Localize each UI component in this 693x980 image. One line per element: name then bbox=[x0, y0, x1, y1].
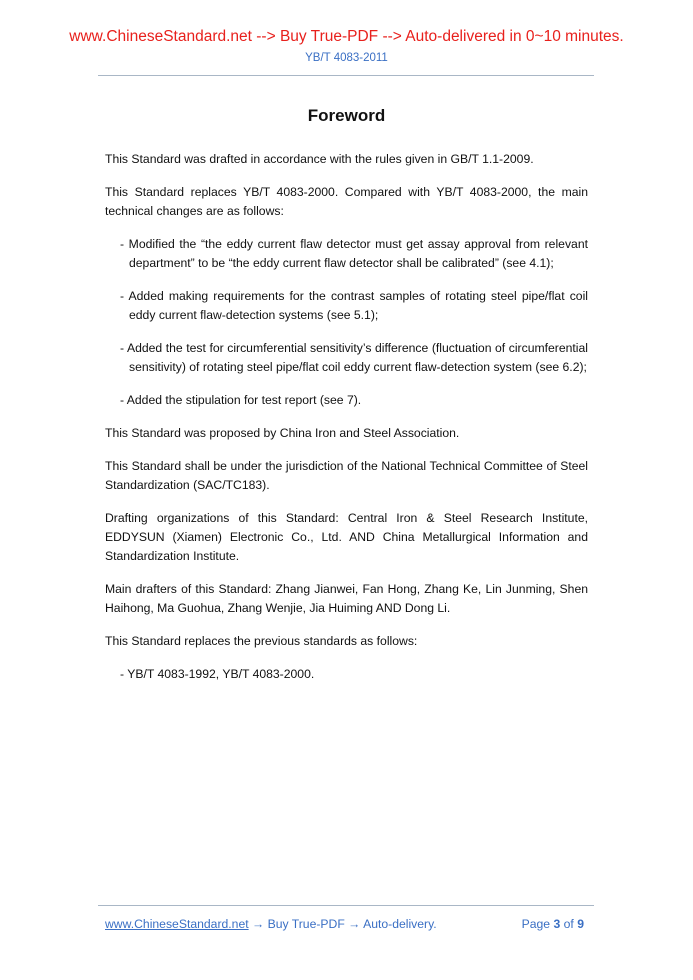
paragraph: This Standard was proposed by China Iron and Steel Association. bbox=[105, 426, 460, 440]
footer-divider bbox=[98, 905, 594, 906]
page-current: 3 bbox=[553, 917, 561, 931]
paragraph: This Standard replaces YB/T 4083-2000. Compared with YB/T 4083-2000, the main technical changes are as follows: bbox=[105, 185, 588, 218]
document-body bbox=[105, 150, 588, 698]
page-of: of bbox=[563, 917, 574, 931]
paragraph: This Standard was drafted in accordance with the rules given in GB/T 1.1-2009. bbox=[105, 152, 534, 166]
list-item: - YB/T 4083-1992, YB/T 4083-2000. bbox=[120, 667, 315, 681]
list-item: - Added the test for circumferential sensitivity’s difference (fluctuation of circumferential sensitivity) of rotating steel pipe/flat coil eddy current flaw-detection system (see 6.2); bbox=[120, 341, 588, 374]
header-banner-link[interactable]: www.ChineseStandard.net --> Buy True-PDF --> Auto-delivered in 0~10 minutes. bbox=[69, 28, 624, 45]
header-divider bbox=[98, 75, 594, 76]
paragraph: This Standard shall be under the jurisdiction of the National Technical Committee of Steel Standardization (SAC/TC183). bbox=[105, 459, 588, 492]
paragraph: Drafting organizations of this Standard: Central Iron & Steel Research Institute, EDDYSUN (Xiamen) Electronic Co., Ltd. AND China Metallurgical Information and Standardization Institute. bbox=[105, 511, 588, 563]
page-total: 9 bbox=[577, 917, 584, 931]
list-item: - Modified the “the eddy current flaw detector must get assay approval from relevant department” to be “the eddy current flaw detector shall be calibrated” (see 4.1); bbox=[120, 237, 588, 270]
footer-site-link[interactable]: www.ChineseStandard.net bbox=[105, 917, 249, 931]
page-label: Page bbox=[521, 917, 551, 931]
standard-number: YB/T 4083-2011 bbox=[305, 52, 388, 64]
paragraph: This Standard replaces the previous standards as follows: bbox=[105, 634, 418, 648]
page-indicator bbox=[522, 916, 584, 932]
footer-promo bbox=[105, 916, 437, 932]
list-item: - Added making requirements for the contrast samples of rotating steel pipe/flat coil eddy current flaw-detection systems (see 5.1); bbox=[120, 289, 588, 322]
list-item: - Added the stipulation for test report (see 7). bbox=[120, 393, 362, 407]
paragraph: Main drafters of this Standard: Zhang Jianwei, Fan Hong, Zhang Ke, Lin Junming, Shen Haihong, Ma Guohua, Zhang Wenjie, Jia Huiming AND Dong Li. bbox=[105, 582, 588, 615]
page-title: Foreword bbox=[307, 106, 386, 125]
footer-tagline: → Buy True-PDF → Auto-delivery. bbox=[248, 917, 437, 931]
